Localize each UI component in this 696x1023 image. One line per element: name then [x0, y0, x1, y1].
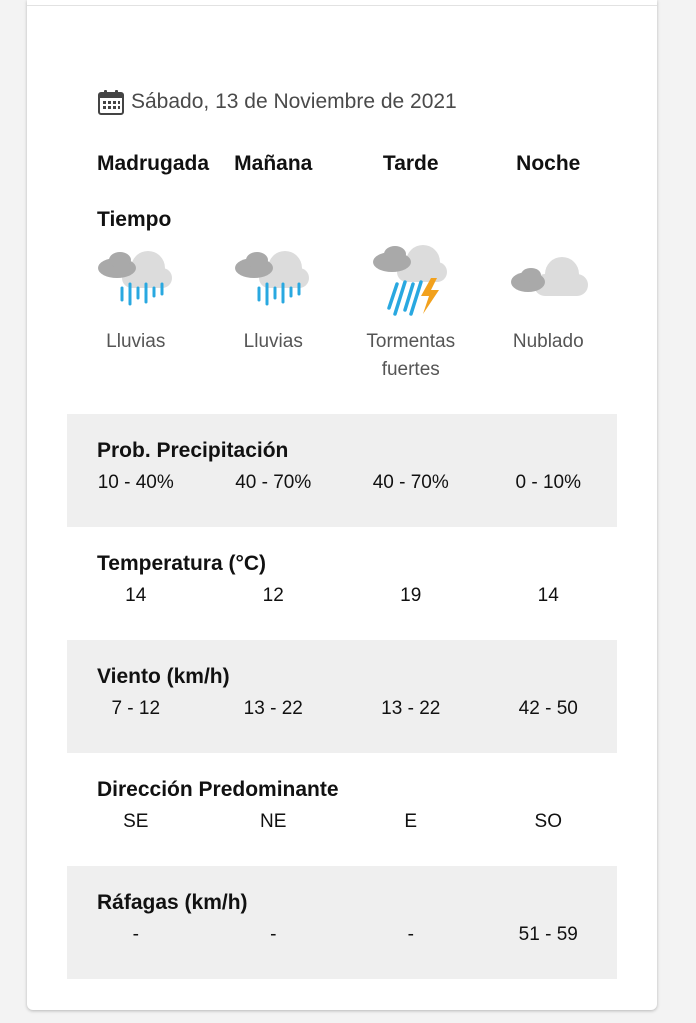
weather-cell-manana	[205, 238, 343, 384]
period-madrugada: Madrugada	[97, 152, 210, 175]
value-noche: 14	[537, 585, 559, 606]
value-manana: 40 - 70%	[235, 472, 312, 493]
period-tarde: Tarde	[382, 152, 439, 175]
weather-cell-noche	[480, 238, 618, 384]
row-values	[67, 811, 617, 833]
value-madrugada: 14	[125, 585, 147, 606]
row-values	[67, 585, 617, 607]
value-noche: 51 - 59	[518, 924, 578, 945]
value-tarde: 19	[400, 585, 422, 606]
row-title: Viento (km/h)	[97, 665, 230, 688]
value-tarde: 40 - 70%	[372, 472, 449, 493]
weather-label: Tormentas fuertes	[366, 331, 456, 380]
tiempo-title: Tiempo	[97, 208, 172, 231]
value-tarde: -	[407, 924, 414, 945]
thunderstorm-icon	[367, 238, 455, 326]
value-manana: 13 - 22	[243, 698, 303, 719]
date-header	[97, 88, 457, 116]
weather-icons-row	[67, 238, 617, 384]
value-madrugada: 10 - 40%	[97, 472, 174, 493]
value-tarde: 13 - 22	[381, 698, 441, 719]
weather-cell-tarde	[342, 238, 480, 384]
weather-label: Lluvias	[106, 331, 166, 352]
row-values	[67, 472, 617, 494]
cloudy-icon	[504, 238, 592, 326]
weather-label: Nublado	[512, 331, 584, 352]
period-noche: Noche	[516, 152, 581, 175]
value-noche: 42 - 50	[518, 698, 578, 719]
row-gusts	[67, 866, 617, 979]
divider	[27, 5, 657, 6]
row-title: Temperatura (°C)	[97, 552, 267, 575]
forecast-date: Sábado, 13 de Noviembre de 2021	[131, 90, 457, 113]
row-values	[67, 924, 617, 946]
row-title: Dirección Predominante	[97, 778, 339, 801]
row-title: Ráfagas (km/h)	[97, 891, 248, 914]
row-wind-direction	[67, 753, 617, 866]
value-tarde: E	[404, 811, 418, 832]
value-madrugada: -	[132, 924, 139, 945]
row-title: Prob. Precipitación	[97, 439, 289, 462]
period-manana: Mañana	[234, 152, 313, 175]
value-noche: 0 - 10%	[515, 472, 581, 493]
forecast-card	[27, 0, 657, 1010]
value-manana: 12	[262, 585, 284, 606]
row-temperature	[67, 527, 617, 640]
rain-cloud-icon	[92, 238, 180, 326]
weather-label: Lluvias	[243, 331, 303, 352]
value-manana: NE	[260, 811, 287, 832]
period-headers	[67, 152, 617, 176]
weather-cell-madrugada	[67, 238, 205, 384]
row-values	[67, 698, 617, 720]
value-madrugada: 7 - 12	[111, 698, 161, 719]
value-madrugada: SE	[123, 811, 149, 832]
value-noche: SO	[534, 811, 562, 832]
value-manana: -	[270, 924, 277, 945]
row-wind	[67, 640, 617, 753]
calendar-icon	[97, 88, 125, 116]
row-precipitation	[67, 414, 617, 527]
rain-cloud-icon	[229, 238, 317, 326]
